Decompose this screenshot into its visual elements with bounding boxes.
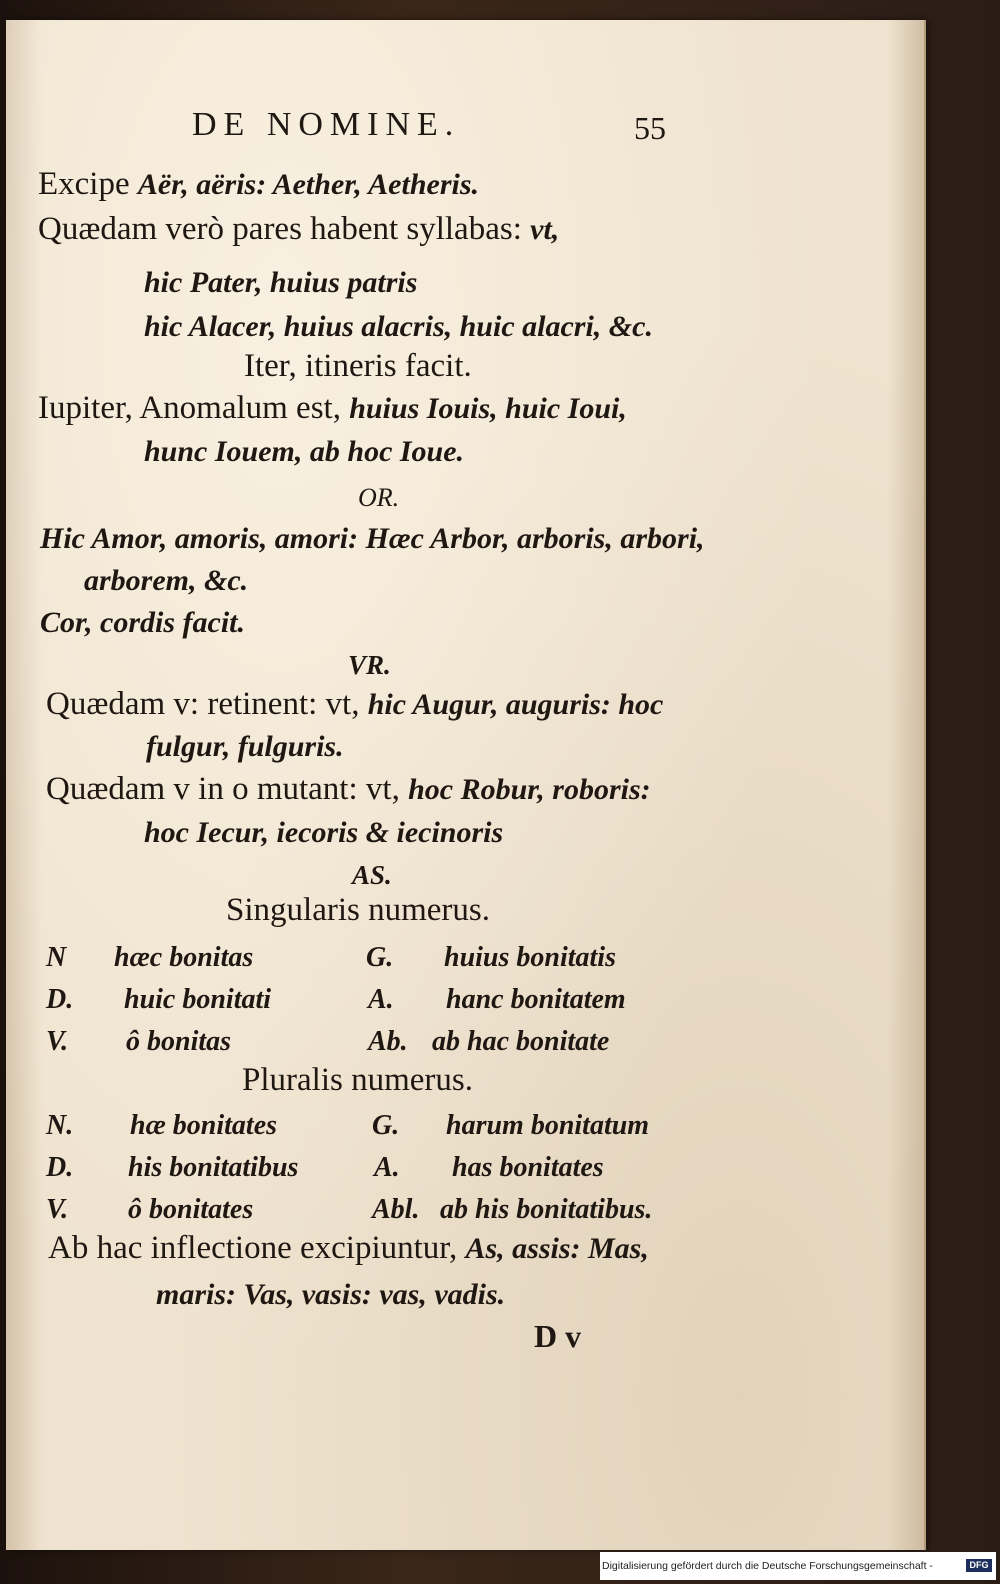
page-number: 55 (634, 110, 666, 146)
text-line-2-italic: vt, (530, 213, 560, 246)
case-form: his bonitatibus (128, 1152, 299, 1183)
text-line-10: Cor, cordis facit. (40, 606, 246, 639)
text-line-7: hunc Iouem, ab hoc Ioue. (144, 435, 465, 468)
text-line-15 (48, 1232, 649, 1265)
case-form: ô bonitates (128, 1194, 254, 1225)
text-line-5: Iter, itineris facit. (244, 348, 472, 384)
text-line-6-italic: huius Iouis, huic Ioui, (349, 392, 627, 425)
case-label: V. (46, 1194, 69, 1225)
text-line-11-roman: Quædam v: retinent: vt, (46, 686, 368, 722)
case-form: ab his bonitatibus. (440, 1194, 653, 1225)
case-label: N. (46, 1110, 74, 1141)
text-line-12: fulgur, fulguris. (146, 730, 344, 763)
text-line-14: hoc Iecur, iecoris & iecinoris (144, 816, 504, 849)
case-form: ô bonitas (126, 1026, 232, 1057)
section-heading-ur: VR. (348, 650, 391, 680)
text-line-11-italic: hic Augur, auguris: hoc (367, 688, 664, 721)
case-label: G. (372, 1110, 400, 1141)
text-line-13 (46, 773, 651, 806)
text-line-13-roman: Quædam v in o mutant: vt, (46, 771, 409, 807)
text-line-15-italic: As, assis: Mas, (465, 1232, 649, 1265)
text-line-6 (38, 392, 627, 425)
case-form: huic bonitati (124, 984, 272, 1015)
footer-text: Digitalisierung gefördert durch die Deutsche Forschungsgemeinschaft - (602, 1560, 933, 1572)
digitization-footer (600, 1552, 996, 1580)
case-label: G. (366, 942, 394, 973)
dfg-logo: DFG (966, 1559, 992, 1572)
text-line-3: hic Pater, huius patris (144, 266, 418, 299)
case-label: A. (374, 1152, 400, 1183)
text-line-9: arborem, &c. (84, 564, 249, 597)
text-line-4: hic Alacer, huius alacris, huic alacri, &c. (144, 310, 653, 343)
text-line-1 (38, 168, 479, 201)
text-line-16: maris: Vas, vasis: vas, vadis. (156, 1278, 506, 1311)
case-label: V. (46, 1026, 69, 1057)
running-head: DE NOMINE. (192, 106, 461, 143)
text-line-1-roman: Excipe (38, 166, 138, 202)
case-form: hæ bonitates (130, 1110, 278, 1141)
case-form: hæc bonitas (114, 942, 254, 973)
section-heading-or: OR. (358, 483, 400, 512)
text-line-2-roman: Quædam verò pares habent syllabas: (38, 211, 531, 247)
text-line-6-roman: Iupiter, Anomalum est, (38, 390, 350, 426)
text-line-15-roman: Ab hac inflectione excipiuntur, (48, 1230, 466, 1266)
case-label: D. (46, 1152, 74, 1183)
text-line-1-italic: Aër, aëris: Aether, Aetheris. (137, 168, 480, 201)
case-form: has bonitates (452, 1152, 604, 1183)
case-form: huius bonitatis (444, 942, 616, 973)
signature-mark: D v (534, 1318, 582, 1354)
case-label: N (46, 942, 67, 973)
heading-plural: Pluralis numerus. (242, 1062, 473, 1098)
case-label: Ab. (368, 1026, 408, 1057)
text-line-8: Hic Amor, amoris, amori: Hæc Arbor, arboris, arbori, (40, 522, 705, 555)
text-line-2 (38, 213, 559, 246)
text-line-13-italic: hoc Robur, roboris: (408, 773, 651, 806)
case-label: Abl. (372, 1194, 420, 1225)
case-form: harum bonitatum (446, 1110, 650, 1141)
case-label: A. (368, 984, 394, 1015)
case-form: hanc bonitatem (446, 984, 626, 1015)
case-label: D. (46, 984, 74, 1015)
book-page (6, 20, 926, 1550)
heading-singular: Singularis numerus. (226, 892, 490, 928)
text-line-11 (46, 688, 663, 721)
section-heading-as: AS. (352, 860, 392, 890)
case-form: ab hac bonitate (432, 1026, 610, 1057)
